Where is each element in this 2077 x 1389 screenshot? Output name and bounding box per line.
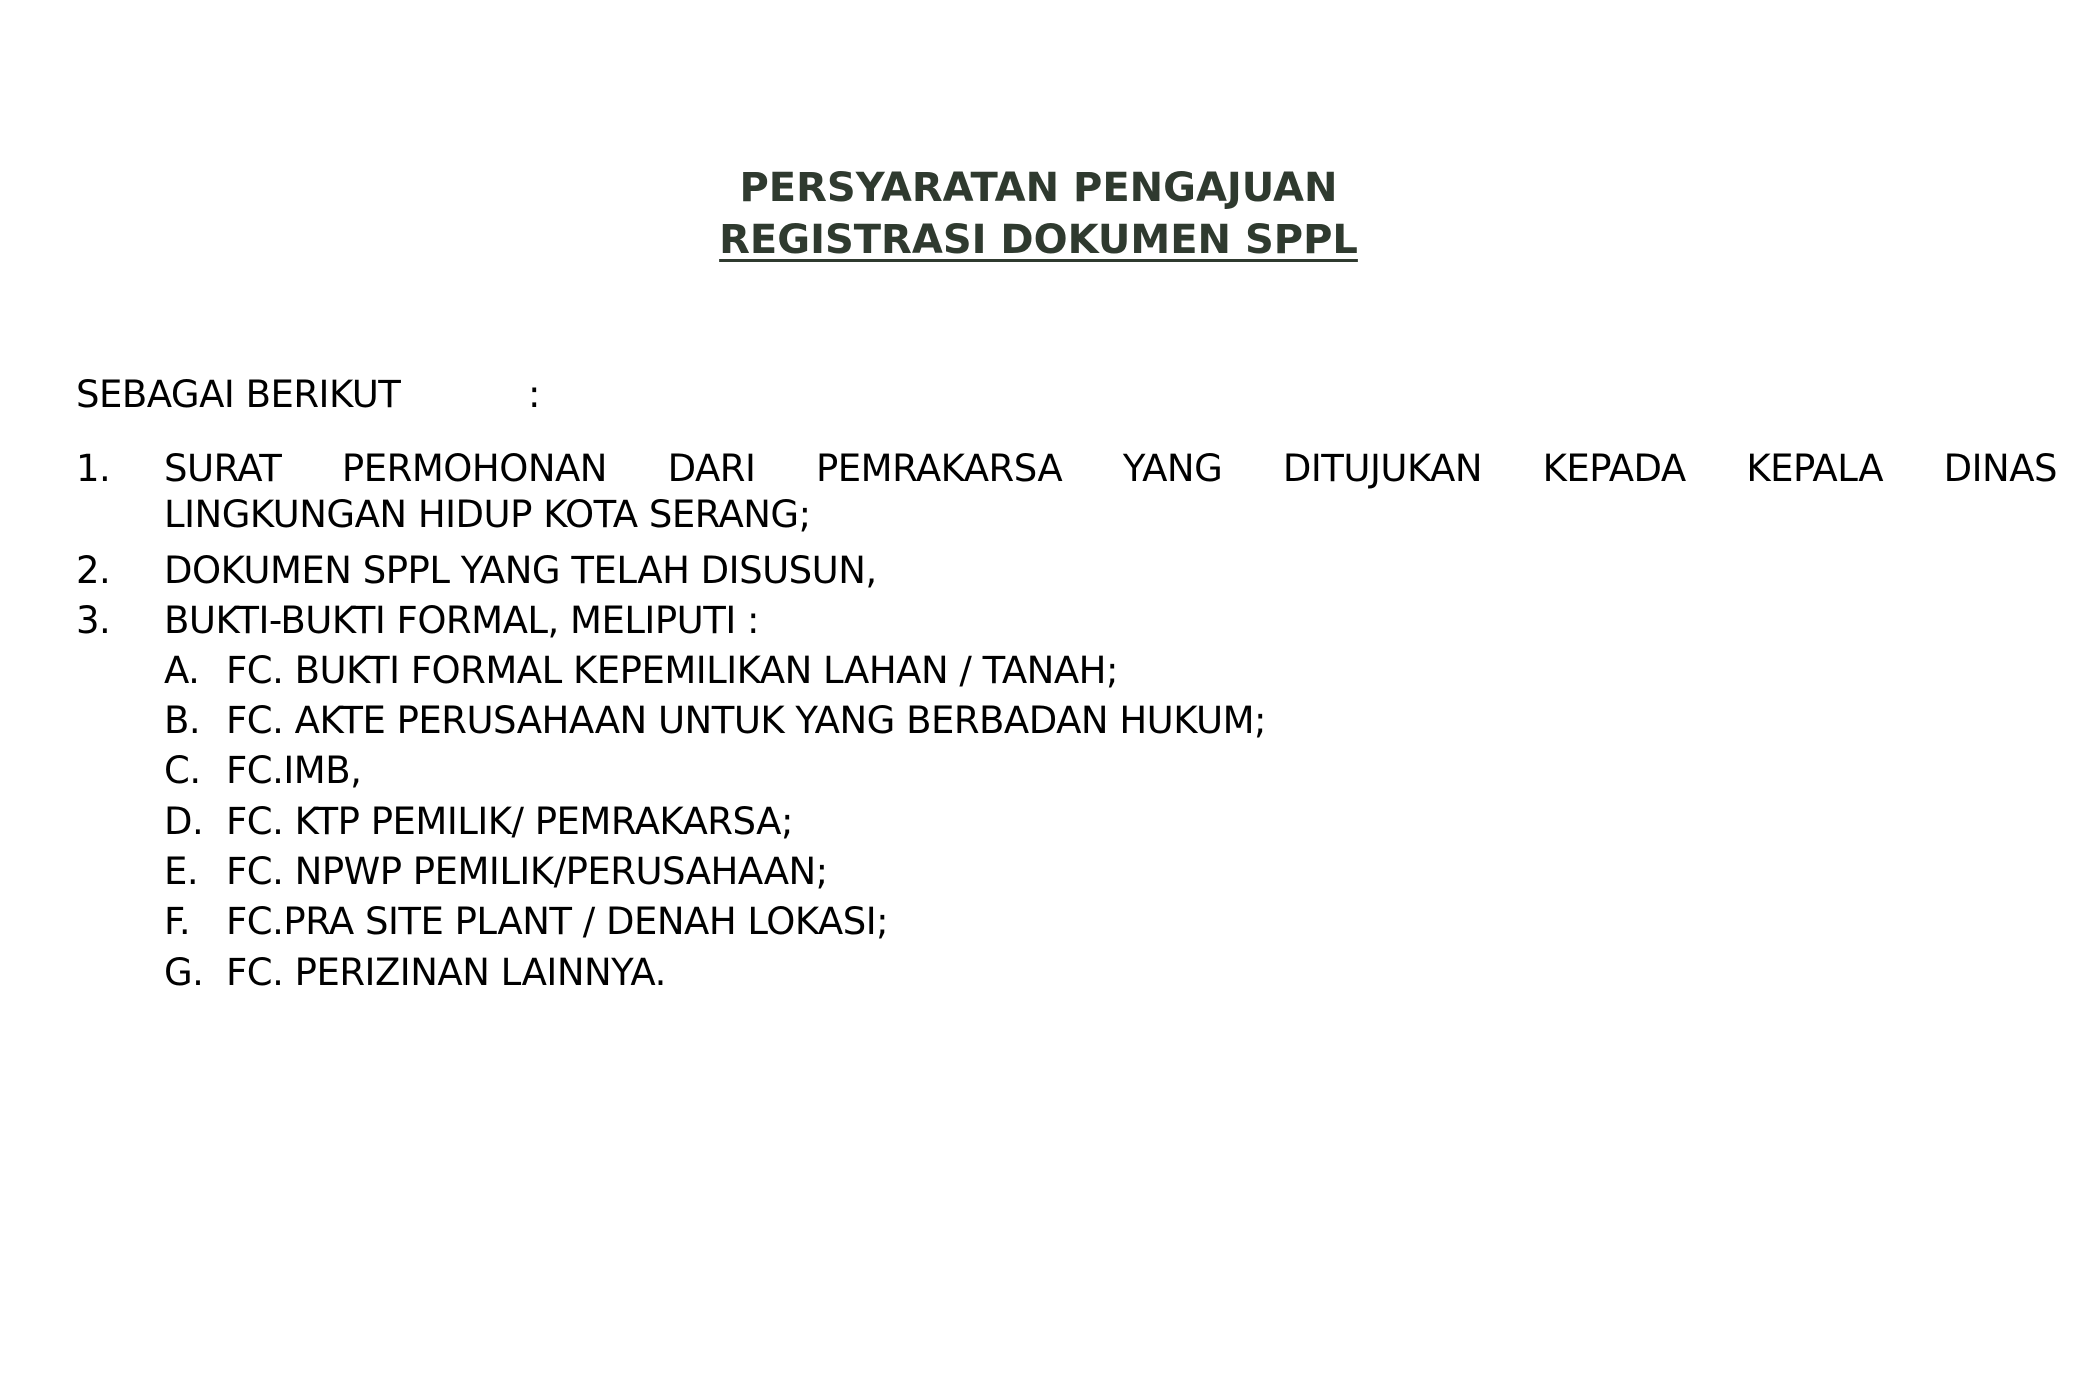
document-title-line-1: PERSYARATAN PENGAJUAN (739, 165, 1338, 211)
sub-item-text: FC. PERIZINAN LAINNYA. (226, 951, 666, 994)
sub-item-letter: G. (164, 951, 204, 994)
list-item-number: 3. (76, 599, 111, 642)
list-item-text (164, 446, 2057, 538)
list-item-number: 2. (76, 549, 111, 592)
list-item-text-line-2: LINGKUNGAN HIDUP KOTA SERANG; (164, 493, 811, 536)
sub-item-text: FC.IMB, (226, 749, 362, 792)
sub-item-text: FC.PRA SITE PLANT / DENAH LOKASI; (226, 900, 889, 943)
list-item-text: DOKUMEN SPPL YANG TELAH DISUSUN, (164, 549, 877, 592)
list-item-text: BUKTI-BUKTI FORMAL, MELIPUTI : (164, 599, 759, 642)
sub-item-text: FC. KTP PEMILIK/ PEMRAKARSA; (226, 800, 793, 843)
sub-item-letter: B. (164, 699, 201, 742)
sub-item-text: FC. AKTE PERUSAHAAN UNTUK YANG BERBADAN HUKUM; (226, 699, 1266, 742)
document-title-underlined: REGISTRASI DOKUMEN SPPL (719, 217, 1358, 263)
sub-item-letter: A. (164, 649, 200, 692)
list-item-number: 1. (76, 447, 111, 490)
intro-colon: : (528, 373, 540, 416)
intro-label: SEBAGAI BERIKUT (76, 373, 401, 416)
sub-item-letter: F. (164, 900, 191, 943)
sub-item-letter: E. (164, 850, 199, 893)
list-item-text-line-1: SURAT PERMOHONAN DARI PEMRAKARSA YANG DITUJUKAN KEPADA KEPALA DINAS (164, 447, 2057, 490)
sub-item-letter: D. (164, 800, 204, 843)
document-title-line-2 (0, 216, 2077, 264)
sub-item-text: FC. BUKTI FORMAL KEPEMILIKAN LAHAN / TANAH; (226, 649, 1118, 692)
sub-item-text: FC. NPWP PEMILIK/PERUSAHAAN; (226, 850, 828, 893)
sub-item-letter: C. (164, 749, 201, 792)
